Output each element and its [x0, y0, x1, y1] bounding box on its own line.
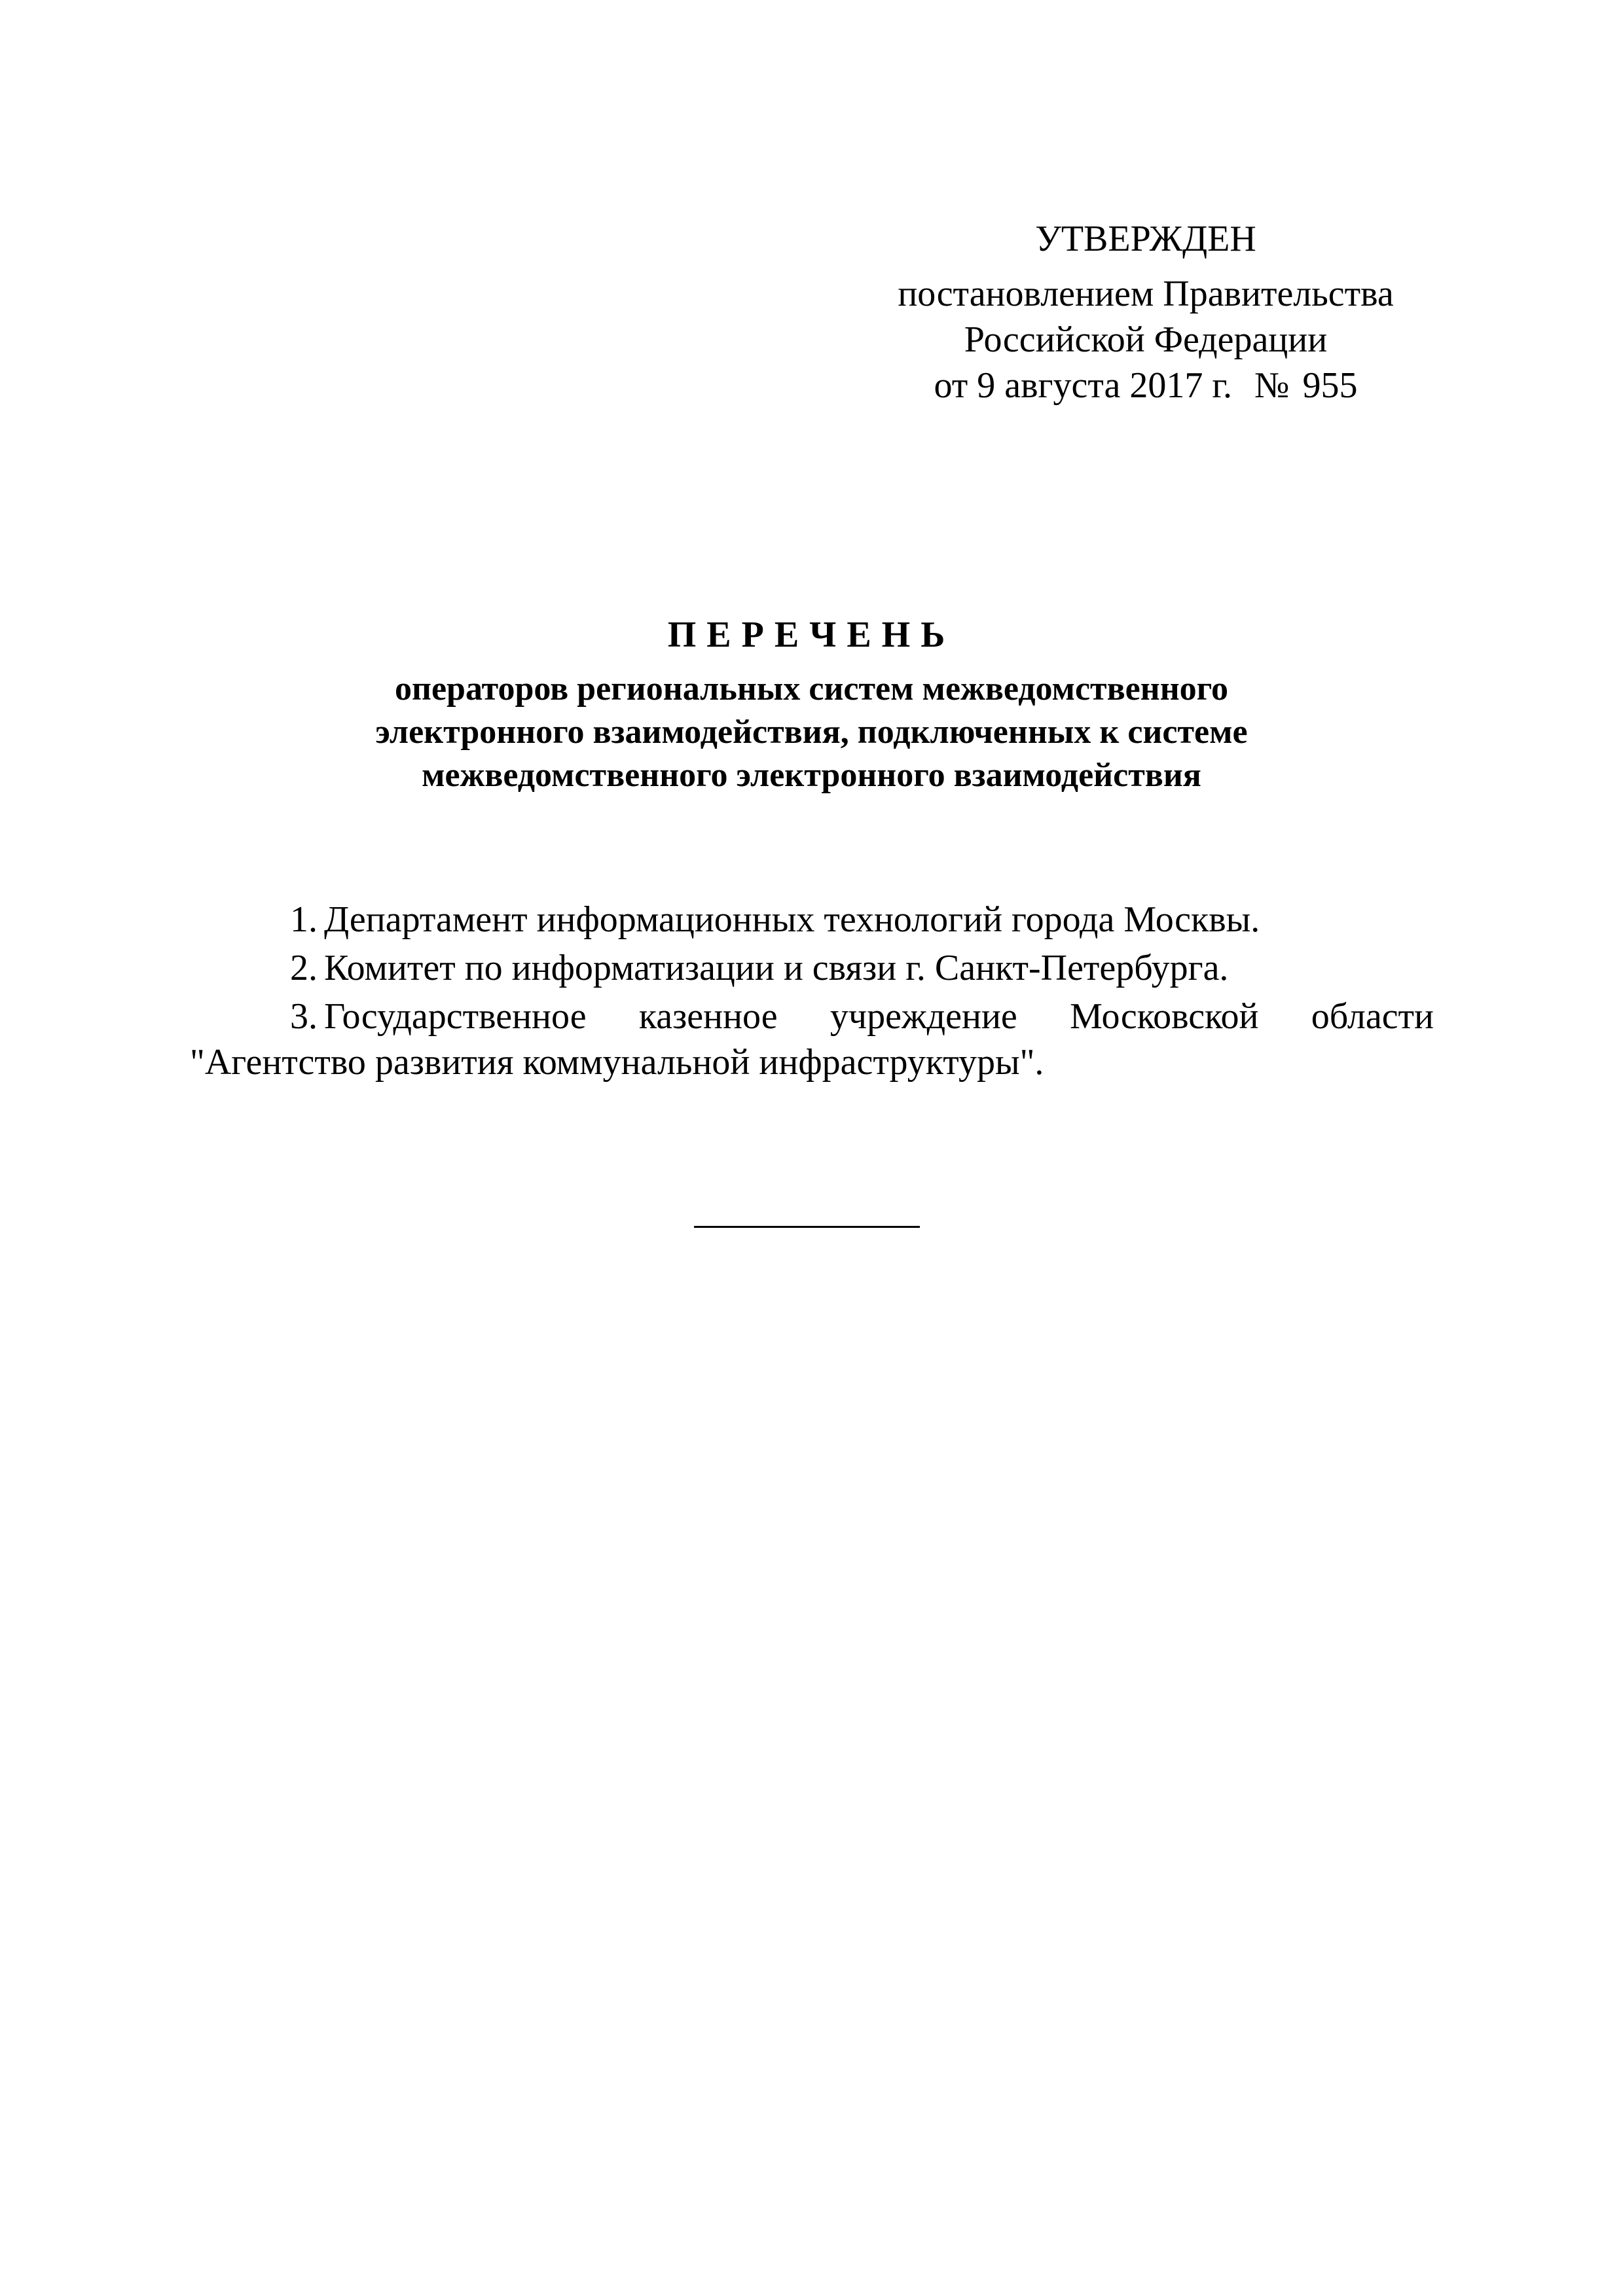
document-subtitle — [131, 668, 1492, 797]
approval-date: от 9 августа 2017 г. — [934, 365, 1233, 406]
number-sign: № — [1254, 365, 1290, 406]
list-item — [190, 994, 1434, 1085]
closing-rule — [694, 1226, 920, 1228]
approved-heading: УТВЕРЖДЕН — [1035, 219, 1256, 259]
subtitle-line-3: межведомственного электронного взаимодействия — [422, 757, 1201, 794]
list-item — [190, 897, 1434, 942]
approval-block — [851, 216, 1440, 408]
list-item-text: Комитет по информатизации и связи г. Санкт-Петербурга. — [324, 948, 1229, 988]
operators-list — [190, 897, 1434, 1088]
list-item-number: 2. — [290, 948, 318, 988]
list-item-text: Государственное казенное учреждение Московской области "Агентство развития коммунальной инфраструктуры". — [190, 996, 1434, 1083]
list-item-text: Департамент информационных технологий города Москвы. — [324, 899, 1260, 940]
document-title: ПЕРЕЧЕНЬ — [667, 615, 956, 655]
decree-number: 955 — [1302, 365, 1358, 406]
list-item-number: 3. — [290, 996, 318, 1037]
approval-date-line — [851, 363, 1440, 408]
list-item-number: 1. — [290, 899, 318, 940]
approval-line-2: Российской Федерации — [964, 319, 1328, 360]
subtitle-line-1: операторов региональных систем межведомственного — [394, 670, 1228, 708]
approval-line-1: постановлением Правительства — [898, 274, 1394, 314]
subtitle-line-2: электронного взаимодействия, подключенных к системе — [375, 713, 1248, 751]
list-item — [190, 945, 1434, 991]
